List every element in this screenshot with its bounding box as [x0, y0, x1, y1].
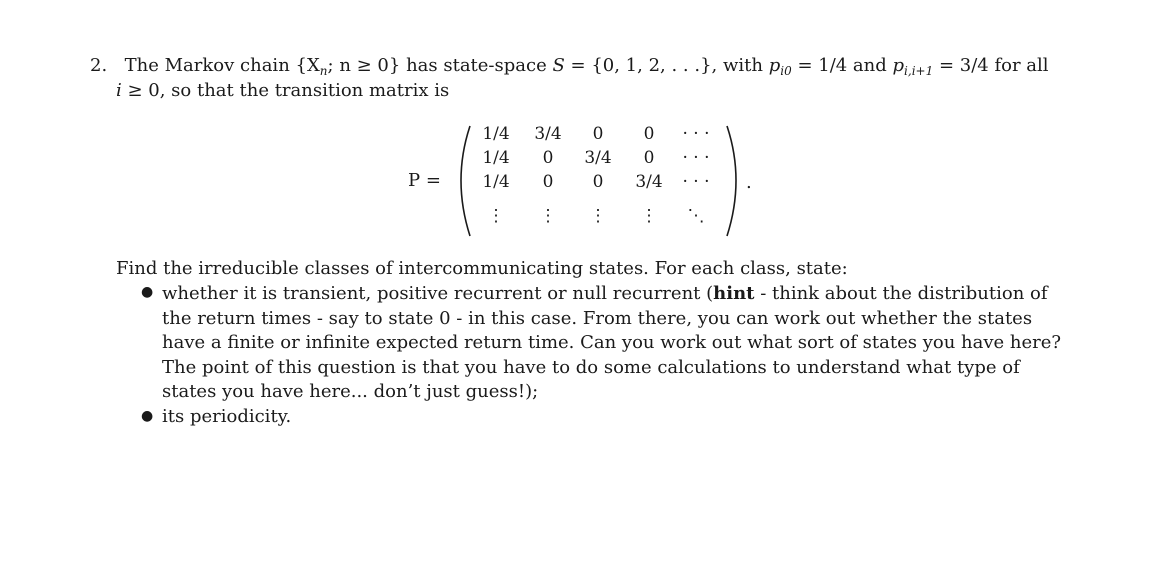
- matrix-cell-r2-c0: 1/4: [482, 172, 510, 192]
- bullet-1-line-3: have a finite or infinite expected return time. Can you work out what sort of states you have here?: [162, 332, 1062, 353]
- right-paren: [727, 126, 736, 236]
- p-subscript-i0: i0: [780, 64, 792, 78]
- bullet-1-text-b: - think about the distribution of: [754, 283, 1048, 304]
- matrix-cell-r1-c4: · · ·: [682, 148, 710, 168]
- matrix-cell-r3-c2: ⋮: [589, 206, 607, 226]
- chain-subscript-n: n: [319, 64, 328, 78]
- matrix-cell-r3-c1: ⋮: [539, 206, 557, 226]
- matrix-cell-r0-c0: 1/4: [482, 124, 510, 144]
- matrix-cell-r0-c1: 3/4: [534, 124, 562, 144]
- matrix-cell-r2-c4: · · ·: [682, 172, 710, 192]
- matrix-cell-r1-c0: 1/4: [482, 148, 510, 168]
- matrix-cell-r0-c2: 0: [592, 124, 604, 144]
- matrix-cell-r2-c2: 0: [592, 172, 604, 192]
- matrix-cell-r3-c3: ⋮: [640, 206, 658, 226]
- p-value-three-quarter: = 3/4 for all: [933, 55, 1049, 76]
- hint-word: hint: [713, 283, 755, 304]
- p2-symbol: p: [892, 55, 905, 76]
- bullet-1-line-2: the return times - say to state 0 - in this case. From there, you can work out whether the states: [162, 308, 1033, 329]
- question-line-1: [90, 54, 1049, 79]
- bullet-1-marker: ●: [141, 284, 154, 300]
- question-text-c: has state-space: [400, 55, 553, 76]
- p-subscript-i-i1: i,i+1: [904, 64, 934, 78]
- question-number: 2.: [90, 55, 108, 76]
- bullet-1-line-1: [162, 282, 1048, 306]
- bullet-1-text-a: whether it is transient, positive recurrent or null recurrent (: [162, 283, 714, 304]
- matrix-cell-r0-c3: 0: [643, 124, 655, 144]
- matrix-label: P =: [408, 170, 441, 191]
- p-symbol: p: [768, 55, 781, 76]
- state-space-symbol: S: [552, 55, 565, 76]
- matrix-cell-r1-c3: 0: [643, 148, 655, 168]
- left-paren: [461, 126, 470, 236]
- task-intro: Find the irreducible classes of intercommunicating states. For each class, state:: [116, 258, 848, 279]
- matrix-cell-r1-c2: 3/4: [584, 148, 612, 168]
- bullet-2-text: its periodicity.: [162, 406, 292, 427]
- state-space-set: = {0, 1, 2, . . .}, with: [564, 55, 769, 76]
- matrix-trailing-period: .: [746, 172, 752, 193]
- matrix-cell-r3-c0: ⋮: [487, 206, 505, 226]
- question-text-line2: ≥ 0, so that the transition matrix is: [121, 80, 450, 101]
- matrix-cell-r3-c4: ⋱: [687, 206, 705, 226]
- bullet-1-line-5: states you have here... don’t just guess!);: [162, 381, 539, 402]
- bullet-2-marker: ●: [141, 408, 154, 424]
- matrix-cell-r2-c3: 3/4: [635, 172, 663, 192]
- matrix-cell-r1-c1: 0: [542, 148, 554, 168]
- matrix-cell-r2-c1: 0: [542, 172, 554, 192]
- bullet-1-line-4: The point of this question is that you have to do some calculations to understand what type of: [162, 357, 1020, 378]
- chain-set-close: ; n ≥ 0}: [327, 55, 401, 76]
- chain-set-open: {X: [295, 55, 320, 76]
- question-line-2: [116, 79, 449, 103]
- index-i: i: [116, 80, 122, 101]
- matrix-cell-r0-c4: · · ·: [682, 124, 710, 144]
- question-text-a: The Markov chain: [124, 55, 296, 76]
- p-value-quarter: = 1/4 and: [791, 55, 893, 76]
